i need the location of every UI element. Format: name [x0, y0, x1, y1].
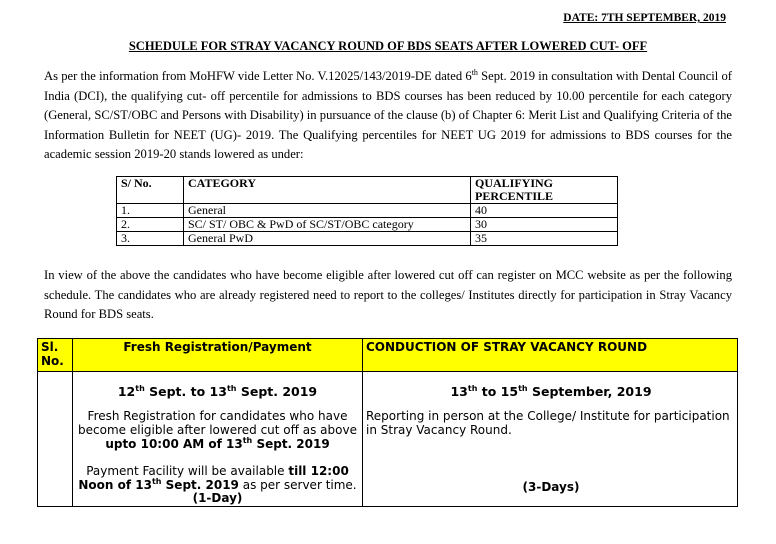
intro-paragraph [44, 67, 732, 165]
row-percentile: 30 [471, 218, 618, 232]
schedule-slno-cell [38, 372, 73, 507]
header-slno: Sl. No. [38, 339, 73, 372]
conduction-cell [363, 372, 738, 507]
intro-superscript: th [471, 67, 478, 77]
table-row [117, 204, 618, 218]
conduction-duration: (3-Days) [522, 480, 580, 494]
row-percentile: 35 [471, 232, 618, 246]
header-registration: Fresh Registration/Payment [73, 339, 363, 372]
registration-cell [73, 372, 363, 507]
conduction-dates: 13th to 15th September, 2019 [450, 383, 652, 399]
header-category: CATEGORY [184, 177, 471, 204]
table-row [117, 218, 618, 232]
header-percentile: QUALIFYING PERCENTILE [471, 177, 618, 204]
row-sno: 2. [117, 218, 184, 232]
document-title: SCHEDULE FOR STRAY VACANCY ROUND OF BDS SEATS AFTER LOWERED CUT- OFF [128, 39, 648, 53]
schedule-row [38, 372, 738, 507]
payment-text: Payment Facility will be available till 12:00 Noon of 13th Sept. 2019 as per server time. [78, 464, 357, 492]
schedule-paragraph: In view of the above the candidates who have become eligible after lowered cut off can register on MCC website as per the following schedule. The candidates who are already registered need to report to the colleges/ Institutes directly for participation in Stray Vacancy Round for BDS seats. [44, 268, 732, 322]
row-percentile: 40 [471, 204, 618, 218]
percentile-table-header [117, 177, 618, 204]
conduction-text: Reporting in person at the College/ Institute for participation in Stray Vacancy Round. [366, 409, 730, 437]
intro-text-part1: As per the information from MoHFW vide Letter No. V.12025/143/2019-DE dated 6 [44, 69, 472, 83]
registration-dates: 12th Sept. to 13th Sept. 2019 [117, 383, 318, 399]
percentile-table [116, 176, 618, 246]
row-category: General PwD [184, 232, 471, 246]
table-row [117, 232, 618, 246]
header-sno: S/ No. [117, 177, 184, 204]
document-date: DATE: 7TH SEPTEMBER, 2019 [563, 12, 726, 24]
row-category: General [184, 204, 471, 218]
registration-duration: (1-Day) [192, 491, 243, 505]
header-conduction: CONDUCTION OF STRAY VACANCY ROUND [363, 339, 738, 372]
row-sno: 1. [117, 204, 184, 218]
schedule-table [37, 338, 738, 507]
row-category: SC/ ST/ OBC & PwD of SC/ST/OBC category [184, 218, 471, 232]
schedule-header [38, 339, 738, 372]
intro-text-part2: Sept. 2019 in consultation with Dental Council of India (DCI), the qualifying cut- off percentile for admissions to BDS courses has been reduced by 10.00 percentile for each category (General, SC/ST/OBC and Persons with Disability) in pursuance of the clause (b) of Chapter 6: Merit List and Qualifying Criteria of the Information Bulletin for NEET (UG)- 2019. The Qualifying percentiles for NEET UG 2019 for admissions to BDS courses for the academic session 2019-20 stands lowered as under: [44, 69, 732, 162]
row-sno: 3. [117, 232, 184, 246]
registration-text: Fresh Registration for candidates who have become eligible after lowered cut off as above upto 10:00 AM of 13th Sept. 2019 [78, 409, 357, 451]
